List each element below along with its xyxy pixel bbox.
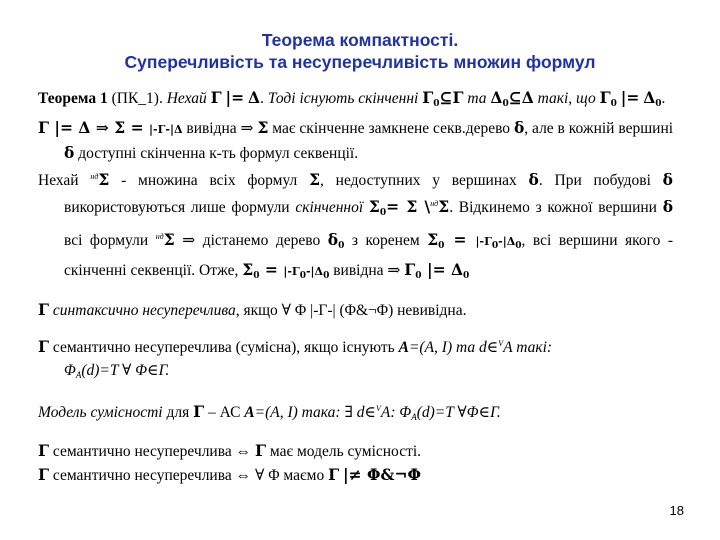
- model-for: для: [166, 404, 190, 421]
- model-definition: Модель сумісності для Γ – АС A=(A, I) така: ∃ d∈$^V$A: $\Phi_A(d)=T$ ∀Φ∈Γ.: [38, 402, 501, 422]
- model-rest: – АС: [208, 404, 241, 421]
- model-label: Модель сумісності: [38, 404, 163, 421]
- dot-2: .: [661, 90, 666, 107]
- equivalence-2: Γ семантично несуперечлива ⇔ ∀ Φ маємо Γ |≠ Φ&¬Φ: [38, 465, 421, 484]
- derivation-paragraph: [38, 116, 673, 165]
- root-sequent: $\Sigma_0 = |-\Gamma_0-|\Delta_0$: [427, 230, 522, 251]
- gamma0-symbol-2: $\Gamma_0$: [599, 88, 617, 109]
- construction-paragraph: Нехай $^{нд}$Σ - множина всіх формул Σ, недоступних у вершинах δ. При побудові δ використовуються лише формули скінченної $\Sigma_0= \Sigma$ \$^{нд}$Σ. Відкинемо з кожної вершини δ всі формули $^{нд}$Σ ⇒ дістанемо дерево $\delta_0$ з коренем $\Sigma_0 = |-\Gamma_0-|\Delta_0$, всі вершини якого - скінченні секвенції. Отже, $\Sigma_0 = |-\Gamma_0-|\Delta_0$ вивідна ⇒ $\Gamma_0$ |= $\Delta_0$: [38, 170, 674, 281]
- semantic-text: семантично несуперечлива (сумісна), якщо існують: [52, 339, 395, 356]
- model-end: (d)=T ∀Φ∈Γ.: [416, 404, 501, 421]
- theorem-ref: (ПК_1).: [111, 90, 163, 107]
- delta-symbol-3: δ: [528, 170, 539, 189]
- models-symbol: |=: [225, 88, 245, 107]
- models-symbol-2: |=: [620, 88, 640, 107]
- equivalence-1-left: семантично несуперечлива ⇔: [52, 443, 252, 460]
- sequent-symbol: |-Γ-|Δ: [149, 123, 183, 136]
- construction-text-1: множина всіх формул: [138, 172, 298, 189]
- syntactic-rest: , якщо ∀ Φ |-Γ-| (Φ&¬Φ) невивідна.: [235, 302, 467, 319]
- theorem-paragraph: [38, 86, 673, 116]
- tree-text: має скінченне замкнене секв.дерево: [272, 120, 511, 137]
- delta-symbol-4: δ: [662, 170, 674, 189]
- let-text: Нехай: [38, 172, 79, 189]
- theorem-such-that: такі, що: [537, 90, 596, 107]
- construction-text-2: , недоступних у вершинах: [320, 172, 517, 189]
- theorem-label: Теорема 1: [38, 90, 108, 107]
- theorem-then: Тоді існують скінченні: [267, 90, 419, 107]
- construction-text-5: Відкинемо з кожної вершини: [458, 199, 657, 216]
- semantic-definition: Γ семантично несуперечлива (сумісна), якщо існують A=(A, I) та d∈$^V$A такі: $\Phi_A(d)=T$ ∀ Φ∈Γ.: [38, 337, 553, 380]
- delta0-symbol-2: $\Delta_0$: [643, 88, 662, 109]
- delta-symbol: Δ: [248, 88, 261, 107]
- delta0-symbol: $\Delta_0$: [490, 88, 509, 109]
- delta-symbol-5: δ: [662, 197, 674, 216]
- gamma-model-symbol: Γ: [193, 402, 205, 421]
- theorem-if: Нехай: [166, 90, 207, 107]
- title-line-2: Суперечливість та несуперечливість множин формул: [124, 52, 596, 72]
- subseteq-symbol-2: ⊆: [508, 88, 522, 107]
- equivalence-1-right: має модель сумісності.: [269, 443, 422, 460]
- title-line-1: Теорема компактності.: [261, 30, 459, 50]
- derivation-start: Γ |= Δ ⇒ Σ =: [38, 118, 149, 137]
- construction-text-4: використовуються лише формули: [64, 199, 290, 216]
- delta-symbol-2: Δ: [521, 88, 534, 107]
- sigma0-symbol: $\Sigma_0$: [368, 197, 387, 218]
- finite-text: скінченної: [295, 199, 364, 216]
- sigma-symbol: Σ: [257, 118, 269, 137]
- semantic-line-2: (d)=T ∀ Φ∈Γ.: [81, 362, 170, 379]
- gamma0-symbol: $\Gamma_0$: [422, 88, 440, 109]
- delta-tree-symbol-2: δ: [64, 143, 75, 162]
- syntactic-term: синтаксично несуперечлива: [52, 302, 236, 319]
- final-conclusion: $\Gamma_0$ |= $\Delta_0$: [404, 260, 470, 281]
- construction-text-6: всі формули: [64, 232, 149, 249]
- derivable-text: вивідна ⇒: [186, 120, 254, 137]
- subseteq-symbol: ⊆: [439, 88, 453, 107]
- derivable-text-2: вивідна ⇒: [333, 262, 401, 279]
- phi-a: $\Phi_A$: [64, 362, 82, 380]
- construction-text-8: з коренем: [351, 232, 420, 249]
- semantic-rest: A такі:: [503, 339, 553, 356]
- nd-label: нд: [90, 172, 99, 181]
- sigma-symbol-2: Σ: [309, 170, 321, 189]
- gamma-symbol-2: Γ: [452, 88, 464, 107]
- gamma-def-symbol: Γ: [38, 300, 50, 319]
- tree-text-3: доступні скінченна к-ть формул секвенції.: [78, 145, 359, 162]
- construction-text-3: . При побудові: [538, 172, 651, 189]
- structure-a: A: [398, 339, 409, 356]
- sigma-nd-symbol: Σ: [98, 170, 110, 189]
- valuation-d: d∈: [479, 339, 499, 356]
- delta0-tree: $\delta_0$: [327, 230, 345, 251]
- equivalence-2-right: |≠ Φ&¬Φ: [342, 465, 421, 484]
- tree-text-2: , але в кожній вершині: [524, 120, 674, 137]
- construction-text-7: ⇒ дістанемо дерево: [182, 232, 321, 249]
- gamma-sem-symbol: Γ: [38, 337, 50, 356]
- page-number: 18: [669, 503, 684, 518]
- syntactic-definition: [38, 298, 673, 322]
- theorem-and: та: [467, 90, 487, 107]
- equivalence-1: Γ семантично несуперечлива ⇔ Γ має модель сумісності.: [38, 441, 422, 460]
- construction-text-9: , всі вершини якого - скінченні секвенції. Отже,: [64, 232, 674, 279]
- model-def: =(A, I) така: ∃ d∈: [254, 404, 376, 421]
- structure-def: =(A, I) та: [408, 339, 476, 356]
- slide-body: [38, 86, 673, 487]
- setminus-text: = Σ \: [386, 197, 431, 216]
- delta-tree-symbol: δ: [513, 118, 525, 137]
- dot: .: [260, 90, 264, 107]
- equivalence-2-left: семантично несуперечлива ⇔ ∀ Φ маємо: [52, 467, 325, 484]
- gamma-symbol: Γ: [210, 88, 222, 107]
- final-sequent: $\Sigma_0 = |-\Gamma_0-|\Delta_0$: [242, 260, 330, 281]
- model-tail: A: Φ: [380, 404, 412, 421]
